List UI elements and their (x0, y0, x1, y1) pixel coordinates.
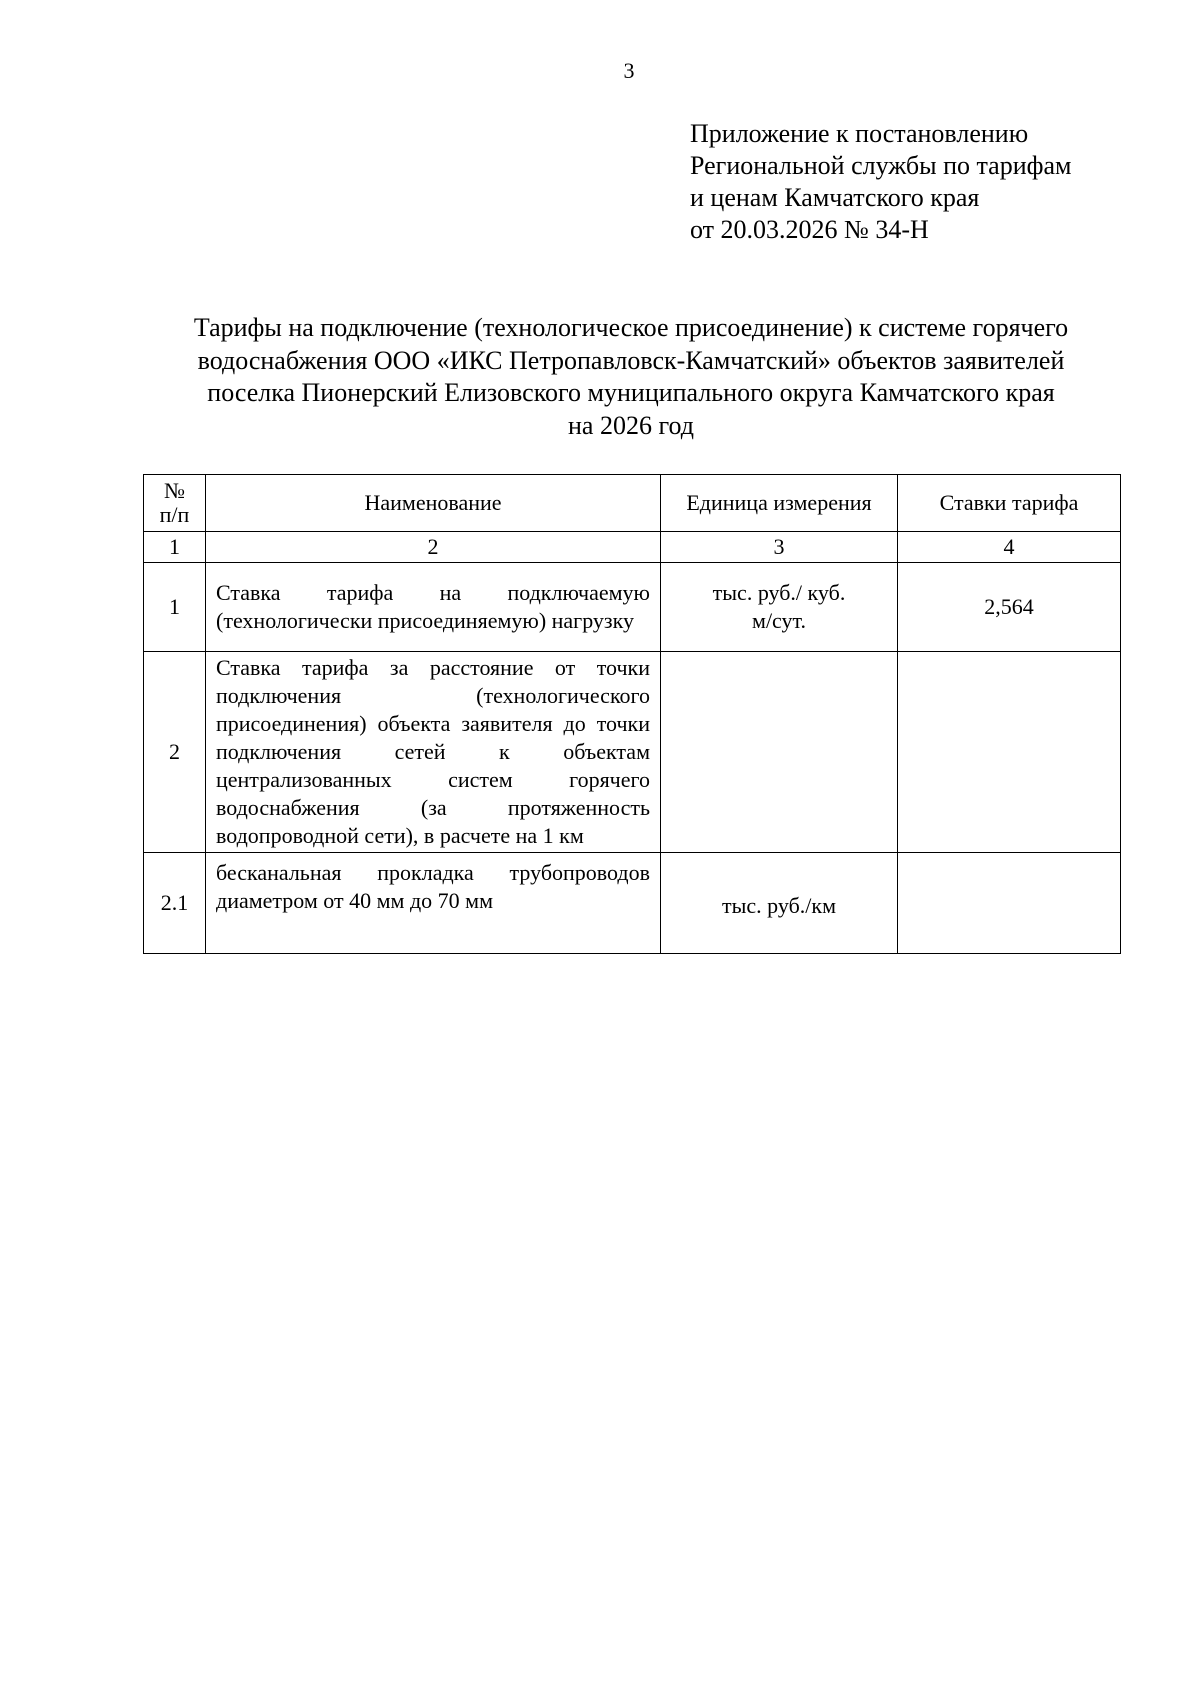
header-num (144, 475, 206, 532)
table-row (144, 563, 1121, 652)
document-title (143, 312, 1119, 442)
title-line-1: Тарифы на подключение (технологическое присоединение) к системе горячего (193, 313, 1069, 342)
page-number: 3 (623, 58, 635, 83)
header-name: Наименование (206, 475, 661, 532)
appendix-block (690, 118, 1071, 246)
column-number-row (144, 532, 1121, 563)
row-unit-line-1: тыс. руб./км (722, 893, 836, 918)
table-row (144, 652, 1121, 853)
column-number: 2 (206, 532, 661, 563)
row-name: Ставка тарифа за расстояние от точки подключения (технологического присоединения) объекта заявителя до точки подключения сетей к объектам централизованных систем горячего водоснабжения (за протяженность водопроводной сети), в расчете на 1 км (206, 652, 661, 853)
header-unit: Единица измерения (661, 475, 898, 532)
column-number: 1 (144, 532, 206, 563)
tariff-table (143, 474, 1121, 954)
header-rate: Ставки тарифа (898, 475, 1121, 532)
table-row (144, 853, 1121, 954)
title-line-3: поселка Пионерский Елизовского муниципального округа Камчатского края (207, 378, 1055, 407)
row-rate: 2,564 (898, 563, 1121, 652)
appendix-line-3: и ценам Камчатского края (690, 183, 980, 212)
row-name: бесканальная прокладка трубопроводов диаметром от 40 мм до 70 мм (206, 853, 661, 954)
row-unit (661, 853, 898, 954)
row-num: 1 (144, 563, 206, 652)
row-unit-line-2: м/сут. (752, 608, 806, 633)
row-unit (661, 563, 898, 652)
header-num-line-2: п/п (159, 502, 190, 527)
row-num: 2.1 (144, 853, 206, 954)
appendix-line-4: от 20.03.2026 № 34-Н (690, 215, 929, 244)
row-unit (661, 652, 898, 853)
appendix-line-2: Региональной службы по тарифам (690, 151, 1072, 180)
row-unit-line-1: тыс. руб./ куб. (712, 580, 846, 605)
column-number: 4 (898, 532, 1121, 563)
row-rate (898, 853, 1121, 954)
appendix-line-1: Приложение к постановлению (690, 119, 1029, 148)
row-rate (898, 652, 1121, 853)
header-num-line-1: № (164, 478, 185, 503)
title-line-2: водоснабжения ООО «ИКС Петропавловск-Камчатский» объектов заявителей (197, 345, 1065, 375)
table-header-row (144, 475, 1121, 532)
column-number: 3 (661, 532, 898, 563)
title-line-4: на 2026 год (568, 410, 694, 440)
row-name: Ставка тарифа на подключаемую (технологически присоединяемую) нагрузку (206, 563, 661, 652)
row-num: 2 (144, 652, 206, 853)
